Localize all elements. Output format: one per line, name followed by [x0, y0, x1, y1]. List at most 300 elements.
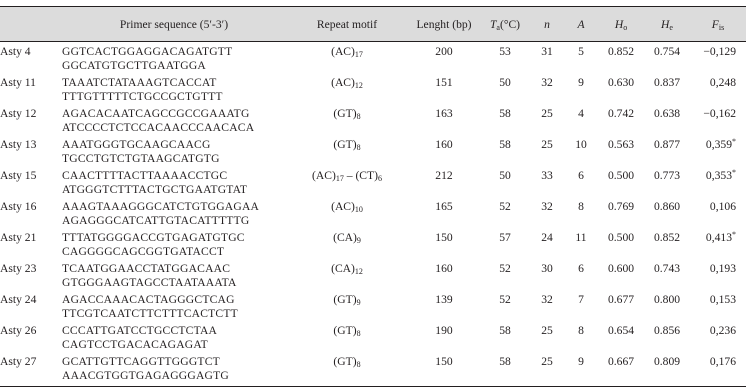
header-fis-subscript: is [718, 22, 725, 32]
table-row-continuation [0, 152, 746, 166]
ho-value [598, 42, 644, 60]
locus-name [0, 166, 62, 183]
row-spacer [530, 245, 564, 259]
ho-text: 0.667 [607, 355, 635, 368]
header-he-symbol: H [661, 17, 670, 31]
reverse-primer-text: CAGGGGCAGCGGTGATACCT [62, 245, 225, 258]
table-row [0, 42, 746, 60]
ho-text: 0.630 [607, 76, 635, 89]
reverse-primer [62, 276, 286, 290]
he-value [644, 197, 690, 214]
row-spacer [530, 338, 564, 352]
repeat-motif-unit: (AC) [312, 169, 336, 182]
n-text: 25 [541, 107, 553, 120]
repeat-motif-count: 10 [354, 205, 363, 214]
row-spacer [564, 90, 598, 104]
row-spacer [644, 183, 690, 197]
ho-value [598, 321, 644, 338]
n-value [530, 73, 564, 90]
repeat-motif-unit: (AC) [331, 45, 355, 58]
row-spacer [564, 369, 598, 387]
row-spacer [408, 369, 480, 387]
row-spacer [690, 183, 746, 197]
row-spacer [690, 121, 746, 135]
length-value [408, 42, 480, 60]
row-spacer [564, 307, 598, 321]
ta-value [480, 228, 530, 245]
table-header [0, 7, 746, 42]
row-spacer [564, 338, 598, 352]
locus-name [0, 42, 62, 60]
forward-primer [62, 166, 286, 183]
locus-name [0, 104, 62, 121]
row-spacer [644, 121, 690, 135]
fis-value [690, 352, 746, 369]
row-spacer [408, 59, 480, 73]
he-text: 0.860 [653, 200, 681, 213]
n-text: 25 [541, 324, 553, 337]
ho-value [598, 228, 644, 245]
header-annealing-temp [480, 7, 530, 42]
row-spacer [598, 307, 644, 321]
table-row-continuation [0, 338, 746, 352]
repeat-motif-count: 12 [354, 81, 363, 90]
row-spacer [530, 214, 564, 228]
repeat-motif [286, 228, 408, 245]
row-spacer [408, 276, 480, 290]
locus-spacer [0, 183, 62, 197]
fis-significance-mark: * [732, 168, 736, 177]
locus-spacer [0, 307, 62, 321]
he-text: 0.800 [653, 293, 681, 306]
ta-text: 58 [499, 324, 511, 337]
fis-text: 0,193 [709, 262, 736, 275]
fis-value [690, 197, 746, 214]
repeat-motif-unit: (GT) [333, 355, 357, 368]
he-text: 0.852 [653, 231, 681, 244]
ho-text: 0.500 [607, 231, 635, 244]
reverse-primer-text: GTGGGAAGTAGCCTAATAAATA [62, 276, 237, 289]
row-spacer [480, 369, 530, 387]
he-value [644, 228, 690, 245]
locus-name [0, 197, 62, 214]
locus-spacer [0, 90, 62, 104]
length-text: 163 [435, 107, 453, 120]
ho-text: 0.769 [607, 200, 635, 213]
repeat-motif [286, 166, 408, 183]
he-text: 0.809 [653, 355, 681, 368]
row-spacer [286, 338, 408, 352]
reverse-primer-text: ATGGGTCTTTACTGCTGAATGTAT [62, 183, 248, 196]
he-value [644, 259, 690, 276]
repeat-motif [286, 42, 408, 60]
locus-spacer [0, 121, 62, 135]
repeat-motif-count-2: 6 [377, 174, 382, 183]
header-fis [690, 7, 746, 42]
row-spacer [480, 121, 530, 135]
repeat-motif [286, 352, 408, 369]
forward-primer-text: CAACTTTTACTTAAAACCTGC [62, 169, 228, 182]
a-text: 4 [578, 107, 584, 120]
row-spacer [644, 90, 690, 104]
ho-value [598, 166, 644, 183]
ta-text: 52 [499, 262, 511, 275]
length-text: 200 [435, 45, 453, 58]
fis-value [690, 321, 746, 338]
table-row-continuation [0, 369, 746, 387]
ho-value [598, 104, 644, 121]
fis-value [690, 42, 746, 60]
row-spacer [286, 121, 408, 135]
reverse-primer-text: TTCGTCAATCTTCTTTCACTCTT [62, 307, 238, 320]
row-spacer [408, 90, 480, 104]
reverse-primer-text: TGCCTGTCTGTAAGCATGTG [62, 152, 220, 165]
header-primer-prefix: Primer sequence (5 [119, 17, 210, 31]
forward-primer-text: CCCATTGATCCTGCCTCTAA [62, 324, 218, 337]
ta-text: 52 [499, 293, 511, 306]
forward-primer-text: TAAATCTATAAAGTCACCAT [62, 76, 217, 89]
ta-value [480, 197, 530, 214]
fis-text: 0,153 [709, 293, 736, 306]
row-spacer [690, 338, 746, 352]
row-spacer [480, 276, 530, 290]
row-spacer [530, 183, 564, 197]
fis-text: −0,129 [703, 45, 736, 58]
fis-significance-mark: * [732, 137, 736, 146]
ho-text: 0.600 [607, 262, 635, 275]
fis-value [690, 259, 746, 276]
ho-value [598, 290, 644, 307]
row-spacer [286, 369, 408, 387]
forward-primer [62, 321, 286, 338]
a-text: 7 [578, 293, 584, 306]
forward-primer [62, 290, 286, 307]
length-value [408, 135, 480, 152]
header-ta-subscript: a [496, 22, 500, 32]
ta-text: 50 [499, 169, 511, 182]
header-repeat-motif: Repeat motif [286, 7, 408, 42]
he-text: 0.754 [653, 45, 681, 58]
forward-primer-text: GGTCACTGGAGGACAGATGTT [62, 45, 233, 58]
row-spacer [564, 214, 598, 228]
n-value [530, 42, 564, 60]
ta-value [480, 104, 530, 121]
locus-name-text: Asty 11 [0, 76, 36, 89]
reverse-primer [62, 59, 286, 73]
ta-value [480, 73, 530, 90]
table-row [0, 104, 746, 121]
reverse-primer [62, 307, 286, 321]
row-spacer [480, 183, 530, 197]
a-value [564, 166, 598, 183]
he-text: 0.856 [653, 324, 681, 337]
repeat-motif-unit: (GT) [333, 138, 357, 151]
reverse-primer-text: TTTGTTTTTCTGCCGCTGTTT [62, 90, 223, 103]
he-value [644, 166, 690, 183]
row-spacer [564, 245, 598, 259]
header-he [644, 7, 690, 42]
length-value [408, 166, 480, 183]
ta-value [480, 259, 530, 276]
repeat-motif [286, 197, 408, 214]
he-value [644, 352, 690, 369]
forward-primer [62, 259, 286, 276]
reverse-primer-text: AGAGGGCATCATTGTACATTTTTG [62, 214, 250, 227]
ho-text: 0.677 [607, 293, 635, 306]
row-spacer [480, 338, 530, 352]
row-spacer [598, 183, 644, 197]
locus-name [0, 228, 62, 245]
n-text: 25 [541, 355, 553, 368]
repeat-motif-count: 8 [356, 329, 361, 338]
reverse-primer [62, 338, 286, 352]
table-row [0, 321, 746, 338]
n-text: 32 [541, 293, 553, 306]
repeat-motif-count: 8 [356, 360, 361, 369]
row-spacer [530, 59, 564, 73]
row-spacer [644, 338, 690, 352]
row-spacer [480, 245, 530, 259]
ta-value [480, 166, 530, 183]
row-spacer [286, 152, 408, 166]
fis-significance-mark: * [732, 230, 736, 239]
row-spacer [644, 369, 690, 387]
row-spacer [530, 307, 564, 321]
table-row-continuation [0, 214, 746, 228]
locus-name [0, 321, 62, 338]
he-value [644, 290, 690, 307]
row-spacer [564, 59, 598, 73]
fis-text: 0,353 [705, 169, 732, 182]
row-spacer [690, 152, 746, 166]
n-text: 32 [541, 76, 553, 89]
row-spacer [644, 214, 690, 228]
n-text: 24 [541, 231, 553, 244]
locus-name-text: Asty 26 [0, 324, 37, 337]
length-value [408, 259, 480, 276]
table-row-continuation [0, 307, 746, 321]
length-text: 160 [435, 138, 453, 151]
ho-value [598, 197, 644, 214]
table-row [0, 259, 746, 276]
header-length: Lenght (bp) [408, 7, 480, 42]
row-spacer [286, 307, 408, 321]
table-body [0, 42, 746, 387]
table-row-continuation [0, 245, 746, 259]
n-value [530, 290, 564, 307]
n-value [530, 135, 564, 152]
length-value [408, 104, 480, 121]
length-text: 190 [435, 324, 453, 337]
header-row [0, 7, 746, 42]
forward-primer [62, 135, 286, 152]
row-spacer [408, 214, 480, 228]
repeat-motif-unit: (GT) [333, 324, 357, 337]
length-value [408, 321, 480, 338]
a-text: 6 [578, 169, 584, 182]
ho-text: 0.742 [607, 107, 635, 120]
a-text: 8 [578, 324, 584, 337]
fis-text: 0,106 [709, 200, 736, 213]
he-text: 0.877 [653, 138, 681, 151]
ta-value [480, 135, 530, 152]
reverse-primer [62, 121, 286, 135]
ta-text: 50 [499, 76, 511, 89]
n-text: 33 [541, 169, 553, 182]
reverse-primer [62, 152, 286, 166]
row-spacer [598, 90, 644, 104]
length-text: 165 [435, 200, 453, 213]
reverse-primer [62, 214, 286, 228]
fis-text: 0,413 [705, 231, 732, 244]
length-value [408, 197, 480, 214]
row-spacer [408, 245, 480, 259]
table-row [0, 290, 746, 307]
row-spacer [690, 245, 746, 259]
a-text: 5 [578, 45, 584, 58]
table-row-continuation [0, 276, 746, 290]
ta-value [480, 352, 530, 369]
forward-primer-text: AAATGGGTGCAAGCAACG [62, 138, 211, 151]
row-spacer [564, 152, 598, 166]
table-row [0, 197, 746, 214]
reverse-primer-text: AAACGTGGTGAGAGGGAGTG [62, 369, 229, 382]
length-value [408, 73, 480, 90]
fis-text: 0,248 [709, 76, 736, 89]
ta-value [480, 321, 530, 338]
ho-value [598, 259, 644, 276]
he-value [644, 104, 690, 121]
he-value [644, 73, 690, 90]
n-text: 25 [541, 138, 553, 151]
header-ho [598, 7, 644, 42]
row-spacer [644, 276, 690, 290]
reverse-primer [62, 369, 286, 387]
he-text: 0.773 [653, 169, 681, 182]
ta-value [480, 42, 530, 60]
ho-text: 0.654 [607, 324, 635, 337]
fis-value [690, 104, 746, 121]
he-text: 0.638 [653, 107, 681, 120]
row-spacer [598, 338, 644, 352]
locus-spacer [0, 59, 62, 73]
row-spacer [530, 276, 564, 290]
locus-name-text: Asty 27 [0, 355, 37, 368]
repeat-motif [286, 104, 408, 121]
header-primer-sequence [62, 7, 286, 42]
forward-primer [62, 228, 286, 245]
row-spacer [564, 121, 598, 135]
header-ta-symbol: T [489, 17, 497, 31]
ho-text: 0.852 [607, 45, 635, 58]
a-value [564, 352, 598, 369]
forward-primer-text: AAAGTAAAGGGCATCTGTGGAGAA [62, 200, 260, 213]
fis-text: 0,176 [709, 355, 736, 368]
a-value [564, 290, 598, 307]
fis-value [690, 73, 746, 90]
row-spacer [480, 59, 530, 73]
he-text: 0.837 [653, 76, 681, 89]
locus-name [0, 73, 62, 90]
locus-spacer [0, 276, 62, 290]
fis-value [690, 228, 746, 245]
length-value [408, 352, 480, 369]
he-text: 0.743 [653, 262, 681, 275]
row-spacer [530, 152, 564, 166]
forward-primer [62, 352, 286, 369]
repeat-motif-count: 8 [356, 112, 361, 121]
locus-spacer [0, 338, 62, 352]
repeat-motif-unit-2: – (CT) [343, 169, 378, 182]
row-spacer [690, 276, 746, 290]
header-ho-symbol: H [614, 17, 624, 31]
repeat-motif-count: 9 [356, 298, 361, 307]
table-row-continuation [0, 183, 746, 197]
header-locus [0, 7, 62, 42]
he-value [644, 321, 690, 338]
header-primer-separator: -3 [211, 17, 222, 31]
row-spacer [564, 183, 598, 197]
n-text: 31 [541, 45, 553, 58]
row-spacer [530, 90, 564, 104]
row-spacer [480, 214, 530, 228]
forward-primer-text: AGACACAATCAGCCGCCGAAATG [62, 107, 250, 120]
a-value [564, 259, 598, 276]
ta-text: 58 [499, 138, 511, 151]
length-text: 151 [435, 76, 453, 89]
row-spacer [598, 152, 644, 166]
row-spacer [564, 276, 598, 290]
repeat-motif-count: 12 [354, 267, 363, 276]
n-value [530, 104, 564, 121]
row-spacer [598, 59, 644, 73]
locus-name [0, 135, 62, 152]
row-spacer [408, 121, 480, 135]
repeat-motif [286, 259, 408, 276]
length-text: 160 [435, 262, 453, 275]
row-spacer [598, 121, 644, 135]
ta-text: 57 [499, 231, 511, 244]
forward-primer [62, 73, 286, 90]
row-spacer [480, 90, 530, 104]
length-text: 150 [435, 231, 453, 244]
row-spacer [690, 214, 746, 228]
microsatellite-primer-table [0, 6, 746, 387]
a-value [564, 197, 598, 214]
locus-spacer [0, 245, 62, 259]
reverse-primer [62, 245, 286, 259]
forward-primer [62, 197, 286, 214]
table-row-continuation [0, 59, 746, 73]
header-fis-symbol: F [711, 17, 719, 31]
locus-spacer [0, 369, 62, 387]
repeat-motif [286, 135, 408, 152]
header-he-subscript: e [669, 22, 673, 32]
repeat-motif-unit: (CA) [333, 231, 357, 244]
reverse-primer [62, 90, 286, 104]
reverse-primer-text: ATCCCCTCTCCACAACCCAACACA [62, 121, 255, 134]
row-spacer [408, 338, 480, 352]
header-a: A [564, 7, 598, 42]
repeat-motif-count: 17 [335, 174, 344, 183]
row-spacer [690, 59, 746, 73]
length-text: 150 [435, 355, 453, 368]
n-value [530, 166, 564, 183]
table-row [0, 352, 746, 369]
locus-name-text: Asty 21 [0, 231, 37, 244]
row-spacer [598, 276, 644, 290]
a-text: 11 [575, 231, 587, 244]
